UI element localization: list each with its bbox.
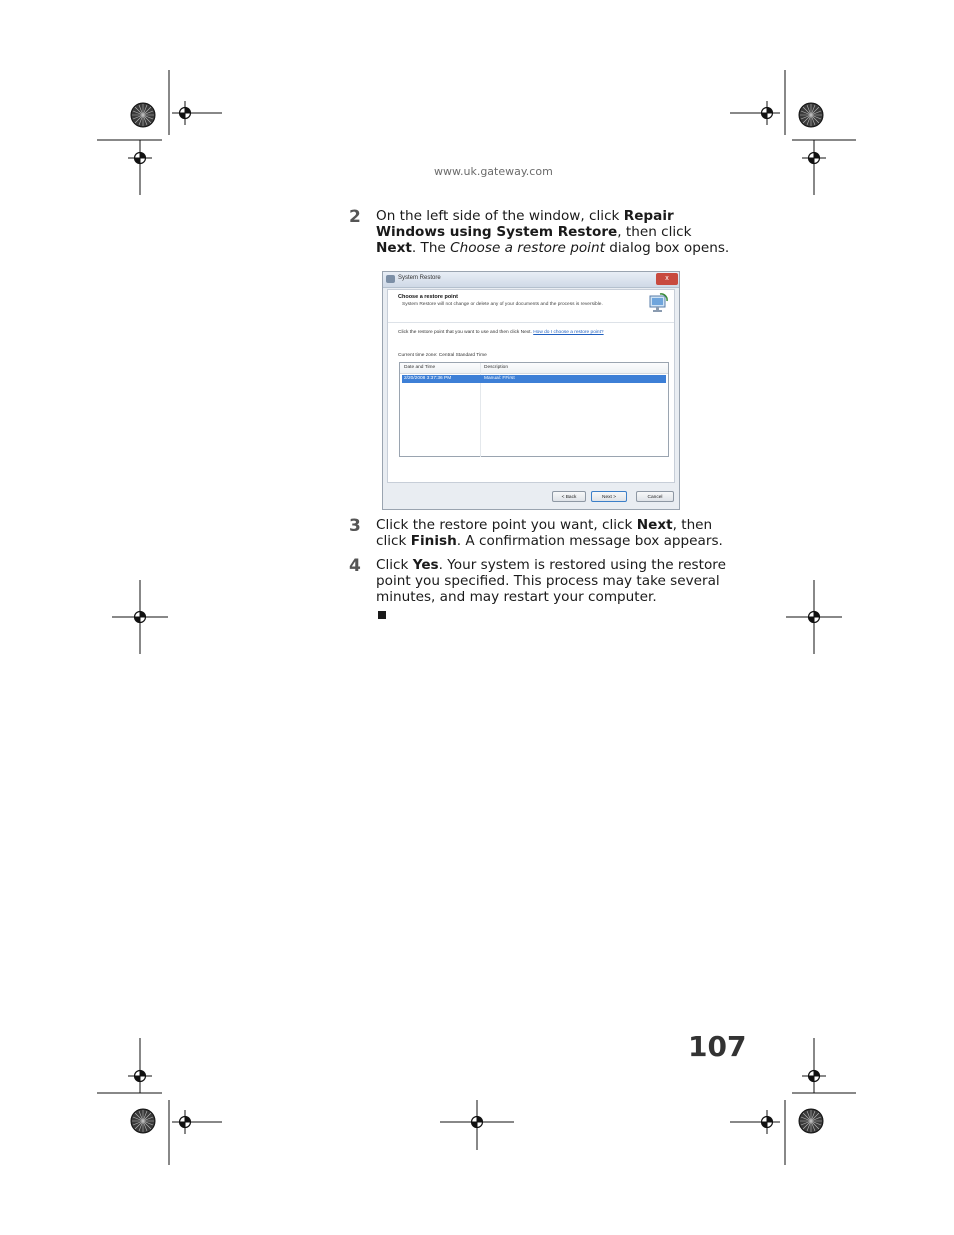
page-number: 107 bbox=[688, 1030, 747, 1063]
bold-term: Yes bbox=[412, 557, 439, 573]
header-url: www.uk.gateway.com bbox=[434, 165, 553, 178]
row-description: Manual: FFirst bbox=[484, 376, 515, 381]
text-run: dialog box opens. bbox=[604, 240, 730, 256]
step-text bbox=[376, 208, 731, 256]
cancel-button[interactable]: Cancel bbox=[636, 491, 674, 502]
timezone-label: Current time zone: Central Standard Time bbox=[398, 353, 487, 358]
dialog-heading: Choose a restore point bbox=[398, 294, 458, 300]
next-button[interactable]: Next > bbox=[591, 491, 627, 502]
row-date: 2/20/2008 3:37:36 PM bbox=[404, 376, 452, 381]
step-number: 2 bbox=[349, 207, 361, 227]
back-button[interactable]: < Back bbox=[552, 491, 586, 502]
step-text bbox=[376, 557, 731, 605]
bold-term: Next bbox=[376, 240, 412, 256]
text-run: . Your system is restored using the restore point you specified. This process may take several minutes, and may restart your computer. bbox=[376, 557, 726, 605]
close-icon[interactable]: x bbox=[656, 273, 678, 285]
restore-point-row[interactable] bbox=[402, 375, 666, 383]
dialog-header bbox=[388, 290, 674, 323]
step-number: 3 bbox=[349, 516, 361, 536]
list-header bbox=[400, 363, 668, 374]
text-run: . The bbox=[411, 240, 451, 256]
dialog-title: System Restore bbox=[398, 275, 441, 281]
dialog-instruction bbox=[398, 330, 604, 335]
system-restore-dialog-screenshot bbox=[382, 271, 680, 510]
dialog-footer bbox=[383, 484, 679, 510]
bold-term: Next bbox=[636, 517, 673, 533]
restore-monitor-icon bbox=[648, 293, 668, 315]
system-restore-icon bbox=[386, 275, 395, 283]
italic-term: Choose a restore point bbox=[450, 240, 605, 256]
end-of-section-marker bbox=[378, 611, 386, 619]
text-run: Click the restore point you want, click bbox=[376, 517, 637, 533]
text-run: , then click bbox=[376, 517, 713, 549]
text-run: On the left side of the window, click bbox=[376, 208, 624, 224]
column-description[interactable]: Description bbox=[484, 365, 508, 370]
text-run: , then click bbox=[617, 224, 692, 240]
dialog-subheading: System Restore will not change or delete any of your documents and the process is reversible. bbox=[402, 302, 603, 307]
text-run: . A confirmation message box appears. bbox=[456, 533, 723, 549]
dialog-content bbox=[387, 289, 675, 483]
bold-term: Repair Windows using System Restore bbox=[376, 208, 674, 240]
help-link[interactable]: How do I choose a restore point? bbox=[533, 330, 604, 335]
column-date[interactable]: Date and Time bbox=[404, 365, 436, 370]
step-text bbox=[376, 517, 731, 549]
step-number: 4 bbox=[349, 556, 361, 576]
bold-term: Finish bbox=[410, 533, 457, 549]
text-run: Click bbox=[376, 557, 413, 573]
dialog-titlebar bbox=[383, 272, 679, 288]
restore-point-list[interactable] bbox=[399, 362, 669, 457]
instruction-text: Click the restore point that you want to use and then click Next. bbox=[398, 330, 532, 335]
